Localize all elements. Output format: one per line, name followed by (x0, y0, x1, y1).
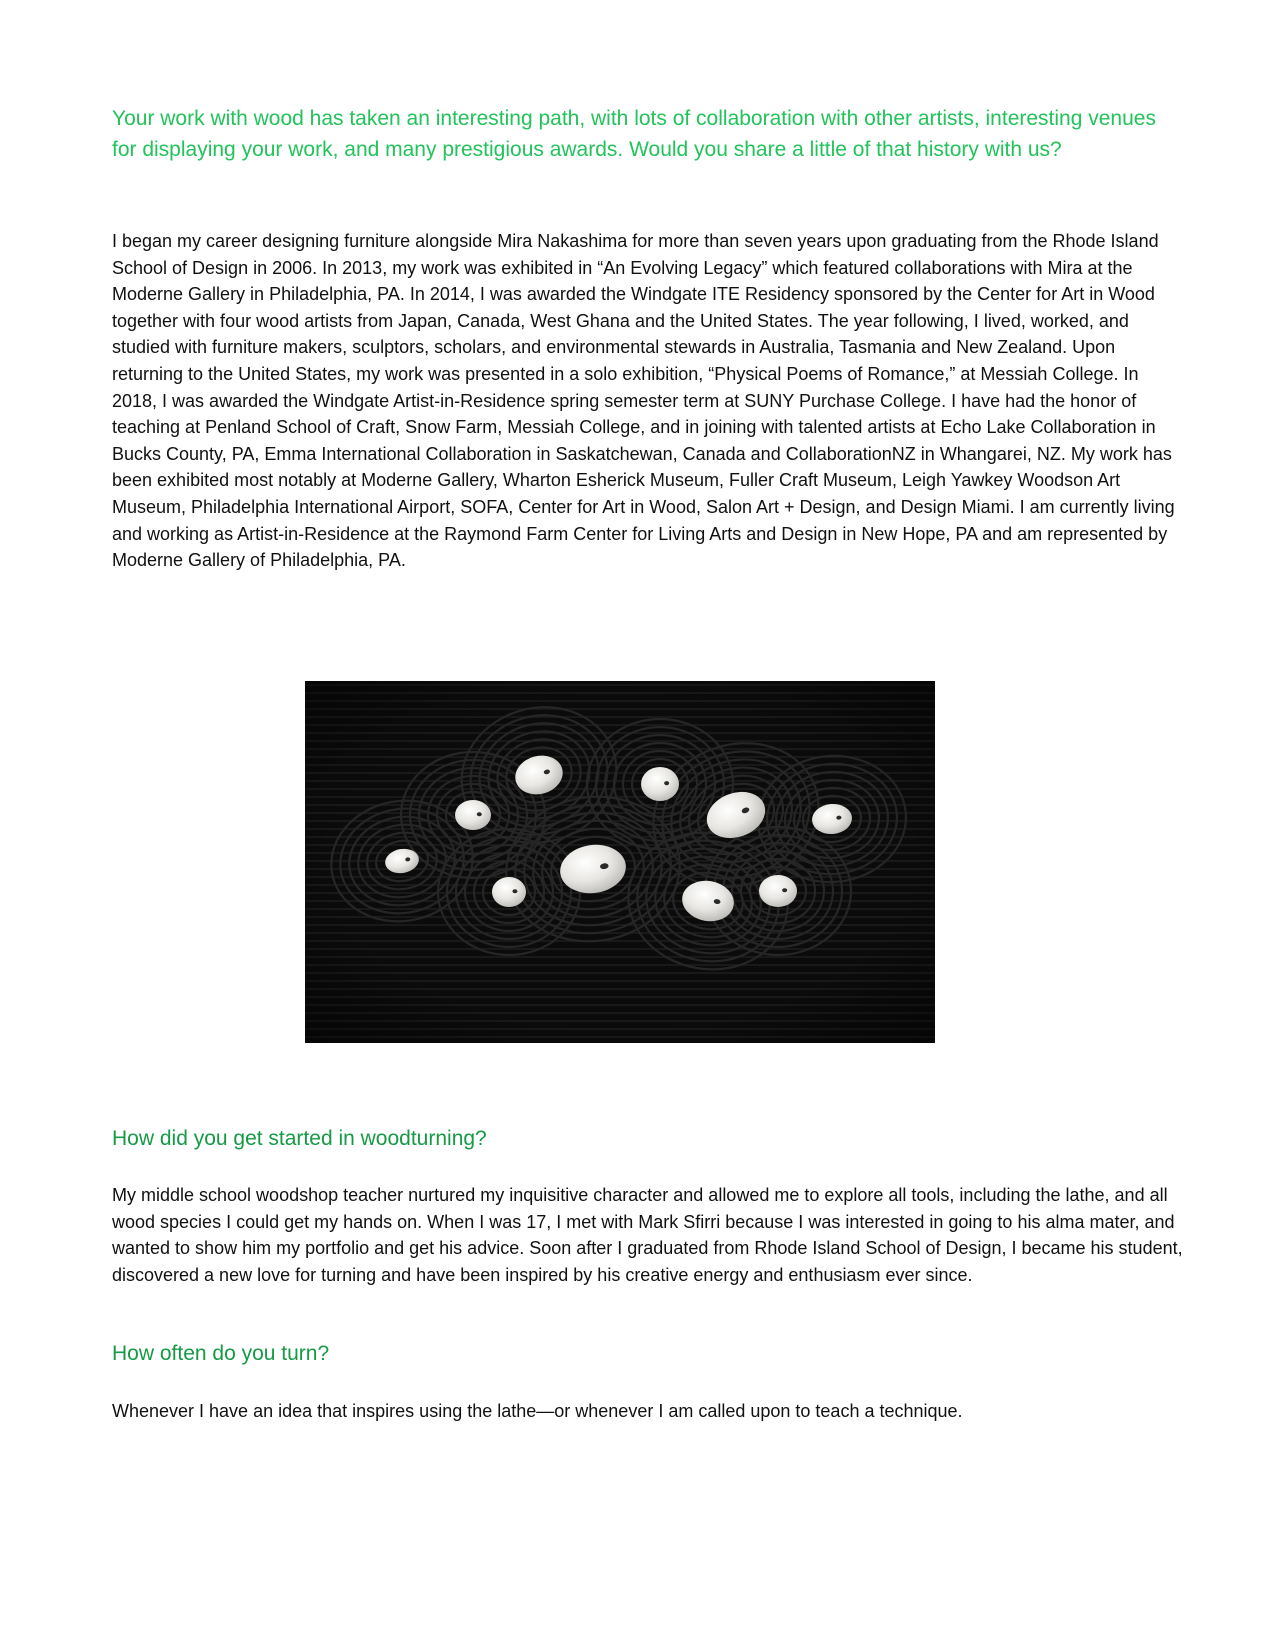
artwork-photo (305, 681, 935, 1043)
answer-paragraph-getting-started: My middle school woodshop teacher nurtured my inquisitive character and allowed me to explore all tools, including the lathe, and all wood species I could get my hands on. When I was 17, I met with Mark Sfirri because I was interested in going to his alma mater, and wanted to show him my portfolio and get his advice. Soon after I graduated from Rhode Island School of Design, I became his student, discovered a new love for turning and have been inspired by his creative energy and enthusiasm ever since. (112, 1185, 1183, 1285)
answer-paragraph-history: I began my career designing furniture alongside Mira Nakashima for more than seven years upon graduating from the Rhode Island School of Design in 2006. In 2013, my work was exhibited in “An Evolving Legacy” which featured collaborations with Mira at the Moderne Gallery in Philadelphia, PA. In 2014, I was awarded the Windgate ITE Residency sponsored by the Center for Art in Wood together with four wood artists from Japan, Canada, West Ghana and the United States. The year following, I lived, worked, and studied with furniture makers, sculptors, scholars, and environmental stewards in Australia, Tasmania and New Zealand. Upon returning to the United States, my work was presented in a solo exhibition, “Physical Poems of Romance,” at Messiah College. In 2018, I was awarded the Windgate Artist-in-Residence spring semester term at SUNY Purchase College. I have had the honor of teaching at Penland School of Craft, Snow Farm, Messiah College, and in joining with talented artists at Echo Lake Collaboration in Bucks County, PA, Emma International Collaboration in Saskatchewan, Canada and CollaborationNZ in Whangarei, NZ. My work has been exhibited most notably at Moderne Gallery, Wharton Esherick Museum, Fuller Craft Museum, Leigh Yawkey Woodson Art Museum, Philadelphia International Airport, SOFA, Center for Art in Wood, Salon Art + Design, and Design Miami. I am currently living and working as Artist-in-Residence at the Raymond Farm Center for Living Arts and Design in New Hope, PA and am represented by Moderne Gallery of Philadelphia, PA. (112, 231, 1175, 571)
answer-paragraph-how-often: Whenever I have an idea that inspires using the lathe—or whenever I am called upon to teach a technique. (112, 1401, 963, 1421)
question-heading-history: Your work with wood has taken an interesting path, with lots of collaboration with other artists, interesting venues for displaying your work, and many prestigious awards. Would you share a little of that history with us? (112, 107, 1156, 161)
question-heading-how-often: How often do you turn? (112, 1342, 330, 1365)
question-heading-getting-started: How did you get started in woodturning? (112, 1127, 487, 1150)
